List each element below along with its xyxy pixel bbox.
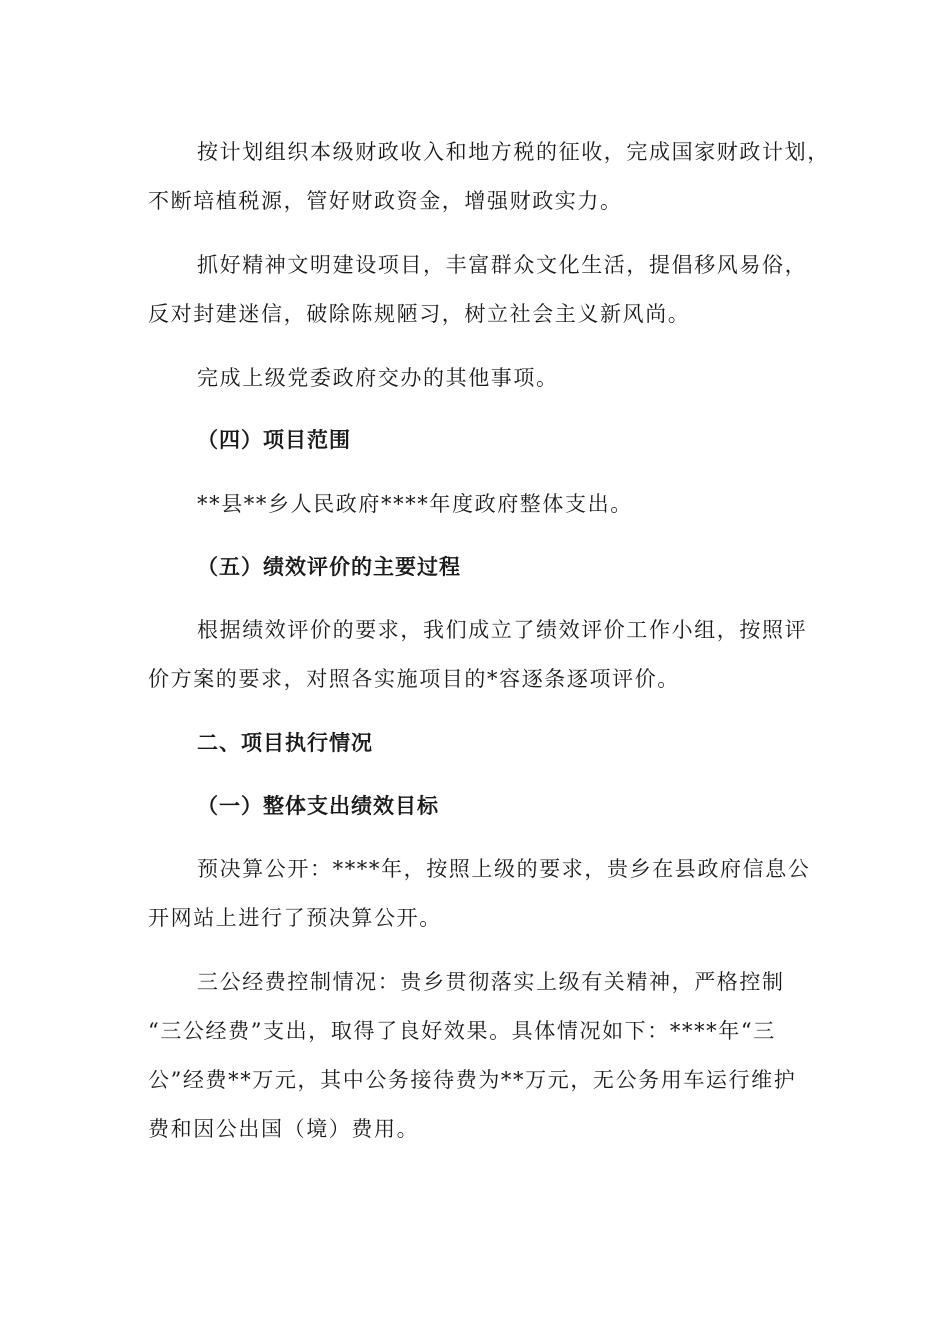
paragraph-line: 价方案的要求，对照各实施项目的*容逐条逐项评价。 xyxy=(148,667,680,691)
paragraph-line: 预决算公开：****年，按照上级的要求，贵乡在县政府信息公 xyxy=(197,857,811,881)
chapter-heading: 二、项目执行情况 xyxy=(197,731,373,755)
paragraph-line: 完成上级党委政府交办的其他事项。 xyxy=(197,366,559,390)
paragraph-line: 开网站上进行了预决算公开。 xyxy=(148,906,442,930)
paragraph-line: 根据绩效评价的要求，我们成立了绩效评价工作小组，按照评 xyxy=(197,618,808,642)
paragraph-line: 费和因公出国（境）费用。 xyxy=(148,1117,420,1141)
paragraph-line: 三公经费控制情况：贵乡贯彻落实上级有关精神，严格控制 xyxy=(197,970,785,994)
paragraph-line: 抓好精神文明建设项目，丰富群众文化生活，提倡移风易俗， xyxy=(197,253,808,277)
paragraph-line: 按计划组织本级财政收入和地方税的征收，完成国家财政计划， xyxy=(197,140,830,164)
paragraph-line: 不断培植税源，管好财政资金，增强财政实力。 xyxy=(148,189,623,213)
paragraph-line: 反对封建迷信，破除陈规陋习，树立社会主义新风尚。 xyxy=(148,302,691,326)
section-heading: （一）整体支出绩效目标 xyxy=(197,794,439,818)
paragraph-line: 公”经费**万元，其中公务接待费为**万元，无公务用车运行维护 xyxy=(148,1068,797,1092)
paragraph-line: “三公经费”支出，取得了良好效果。具体情况如下：****年“三 xyxy=(148,1019,776,1043)
section-heading: （五）绩效评价的主要过程 xyxy=(197,555,461,579)
paragraph-line: **县**乡人民政府****年度政府整体支出。 xyxy=(197,492,633,516)
section-heading: （四）项目范围 xyxy=(197,428,351,452)
